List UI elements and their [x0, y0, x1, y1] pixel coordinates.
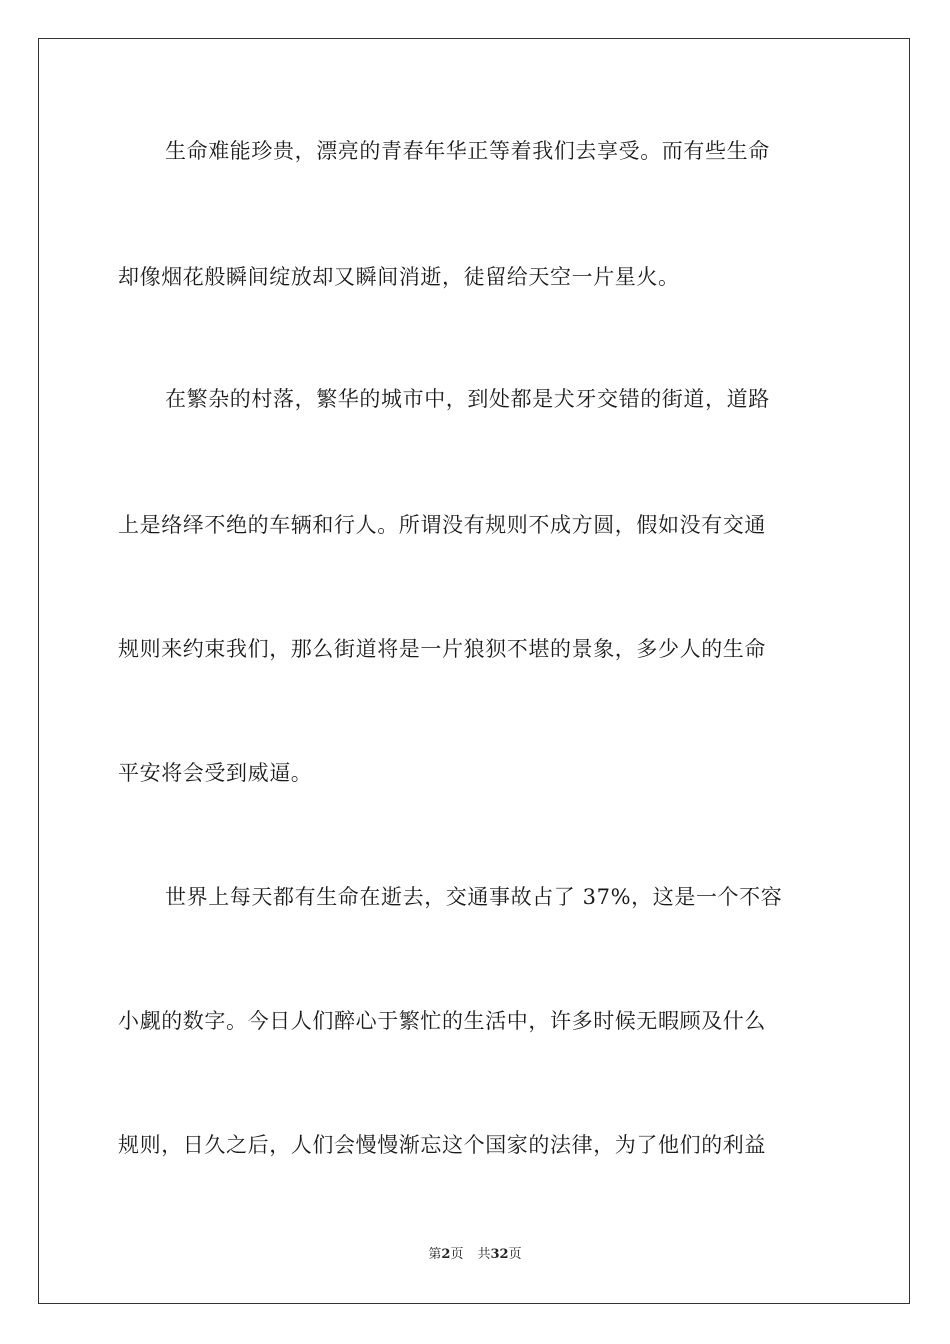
paragraph-2-line-2: 上是络绎不绝的车辆和行人。所谓没有规则不成方圆，假如没有交通: [118, 513, 766, 537]
paragraph-2-line-4: 平安将会受到威逼。: [118, 761, 313, 785]
paragraph-2-line-3: 规则来约束我们，那么街道将是一片狼狈不堪的景象，多少人的生命: [118, 637, 766, 661]
paragraph-3-line-1: 世界上每天都有生命在逝去，交通事故占了 37%，这是一个不容: [165, 885, 783, 909]
page-footer: [0, 1246, 950, 1264]
paragraph-1-line-2: 却像烟花般瞬间绽放却又瞬间消逝，徒留给天空一片星火。: [118, 265, 680, 289]
paragraph-3-line-2: 小觑的数字。今日人们醉心于繁忙的生活中，许多时候无暇顾及什么: [118, 1009, 766, 1033]
paragraph-2-line-1: 在繁杂的村落，繁华的城市中，到处都是犬牙交错的街道，道路: [165, 387, 770, 411]
footer-total-pages: 32: [490, 1247, 509, 1262]
footer-total-suffix: 页: [508, 1247, 522, 1262]
footer-page-number: 2: [441, 1247, 451, 1262]
footer-total-prefix: 共: [477, 1247, 491, 1262]
page-border: [38, 38, 910, 1304]
paragraph-1-line-1: 生命难能珍贵，漂亮的青春年华正等着我们去享受。而有些生命: [165, 139, 770, 163]
footer-page-prefix: 第: [428, 1247, 442, 1262]
footer-page-suffix: 页: [450, 1247, 464, 1262]
paragraph-3-line-3: 规则，日久之后，人们会慢慢渐忘这个国家的法律，为了他们的利益: [118, 1133, 766, 1157]
